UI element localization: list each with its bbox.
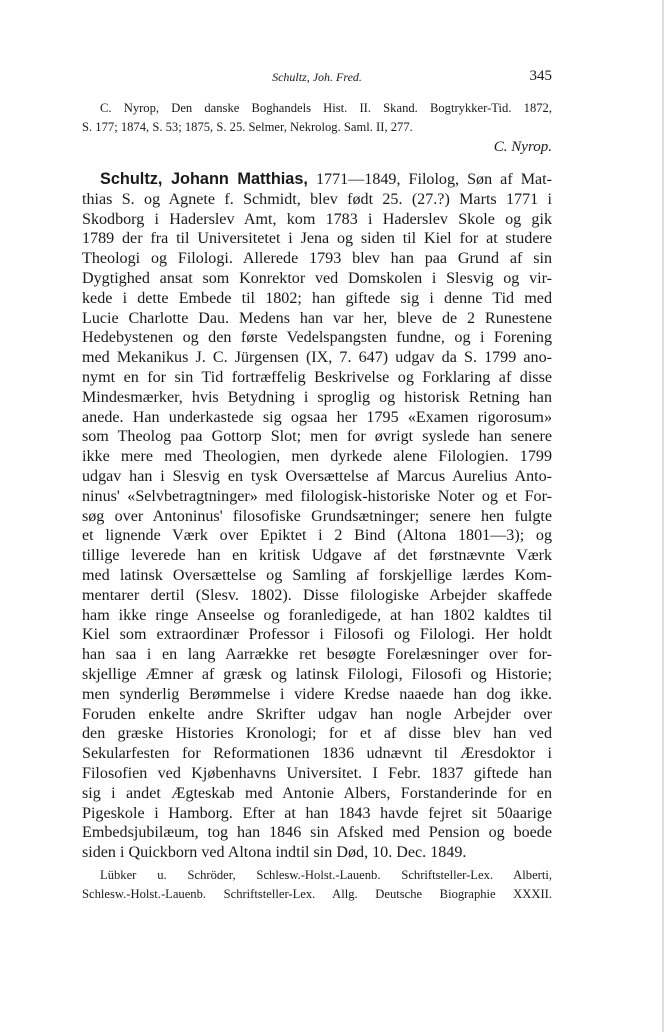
text-line: med Mekanikus J. C. Jürgensen (IX, 7. 647) udgav da S. 1799 ano-	[82, 349, 552, 367]
entry-references	[82, 866, 552, 904]
text-line: siden i Quickborn ved Altona indtil sin Død, 10. Dec. 1849.	[82, 844, 467, 862]
text-line: anede. Han underkastede sig ogsaa her 1795 «Examen rigorosum»	[82, 408, 552, 426]
text-line: Embedsjubilæum, tog han 1846 sin Afsked med Pension og boede	[82, 824, 552, 842]
reference-line: C. Nyrop, Den danske Boghandels Hist. II. Skand. Bogtrykker-Tid. 1872,	[100, 101, 552, 115]
previous-entry-references	[82, 99, 552, 157]
text-line: den græske Histories Kronologi; for et af disse blev han ved	[82, 725, 552, 743]
text-line: Mindesmærker, hvis Betydning i sproglig og historisk Retning han	[82, 388, 552, 406]
text-line: Pigeskole i Hamborg. Efter at han 1843 havde fejret sit 50aarige	[82, 804, 552, 822]
text-line: søg over Antoninus' filosofiske Grundsætninger; senere hen fulgte	[82, 507, 552, 525]
text-line: udgav han i Slesvig en tysk Oversættelse af Marcus Aurelius Anto-	[82, 467, 552, 485]
text-line: han saa i en lang Aarrække ret besøgte Forelæsninger over for-	[82, 646, 552, 664]
text-line: Dygtighed ansat som Konrektor ved Domskolen i Slesvig og vir-	[82, 269, 552, 287]
text-line: skjellige Æmner af græsk og latinsk Filologi, Filosofi og Historie;	[82, 665, 552, 683]
reference-line: Lübker u. Schröder, Schlesw.-Holst.-Lauenb. Schriftsteller-Lex. Alberti,	[100, 868, 552, 882]
running-title: Schultz, Joh. Fred.	[272, 70, 362, 84]
reference-line: Schlesw.-Holst.-Lauenb. Schriftsteller-Lex. Allg. Deutsche Biographie XXXII.	[82, 887, 552, 901]
text-line: Skodborg i Haderslev Amt, kom 1783 i Haderslev Skole og gik	[82, 210, 552, 228]
text-line: Foruden enkelte andre Skrifter udgav han nogle Arbejder over	[82, 705, 552, 723]
biography-entry	[82, 170, 552, 863]
text-line: som Theolog paa Gottorp Slot; men for øvrigt syslede han senere	[82, 428, 552, 446]
text-line: men synderlig Berømmelse i videre Kredse naaede han dog ikke.	[82, 685, 552, 703]
text-line: thias S. og Agnete f. Schmidt, blev født 25. (27.?) Marts 1771 i	[82, 190, 552, 208]
text-line: sig i andet Ægteskab med Antonie Albers, Forstanderinde for en	[82, 784, 552, 802]
text-line: 1789 der fra til Universitetet i Jena og siden til Kiel for at studere	[82, 230, 552, 248]
text-line: ninus' «Selvbetragtninger» med filologisk-historiske Noter og et For-	[82, 487, 552, 505]
entry-first-line	[82, 170, 552, 190]
text-line: tillige leverede han en kritisk Udgave af det førstnævnte Værk	[82, 547, 552, 565]
entry-name: Schultz, Johann Matthias,	[100, 170, 308, 188]
page-number: 345	[529, 68, 552, 84]
text-line: ikke mere med Theologien, men dyrkede alene Filologien. 1799	[82, 448, 552, 466]
text-line: Hedebystenen og den første Vedelspangsten fundne, og i Forening	[82, 329, 552, 347]
text-line: kede i dette Embede til 1802; han giftede sig i denne Tid med	[82, 289, 552, 307]
author-signature: C. Nyrop.	[493, 139, 552, 155]
reference-line: S. 177; 1874, S. 53; 1875, S. 25. Selmer, Nekrolog. Saml. II, 277.	[82, 120, 413, 134]
page-header	[82, 68, 552, 88]
text-line: Theologi og Filologi. Allerede 1793 blev han paa Grund af sin	[82, 250, 552, 268]
text-line: nymt en for sin Tid fortræffelig Beskrivelse og Forklaring af disse	[82, 368, 552, 386]
text-line: et lignende Værk over Epiktet i 2 Bind (Altona 1801—3); og	[82, 527, 552, 545]
text-line: Kiel som extraordinær Professor i Filosofi og Filologi. Her holdt	[82, 626, 552, 644]
text-line: med latinsk Oversættelse og Samling af forskjellige lærdes Kom-	[82, 566, 552, 584]
entry-first-line-text: 1771—1849, Filolog, Søn af Mat-	[307, 171, 552, 188]
text-line: ham ikke ringe Anseelse og foranledigede, at han 1802 kaldtes til	[82, 606, 552, 624]
text-line: Sekularfesten for Reformationen 1836 udnævnt til Æresdoktor i	[82, 745, 552, 763]
text-line: Filosofien ved Kjøbenhavns Universitet. I Febr. 1837 giftede han	[82, 764, 552, 782]
text-line: mentarer dertil (Slesv. 1802). Disse filologiske Arbejder skaffede	[82, 586, 552, 604]
text-line: Lucie Charlotte Dau. Medens han var her, bleve de 2 Runestene	[82, 309, 552, 327]
